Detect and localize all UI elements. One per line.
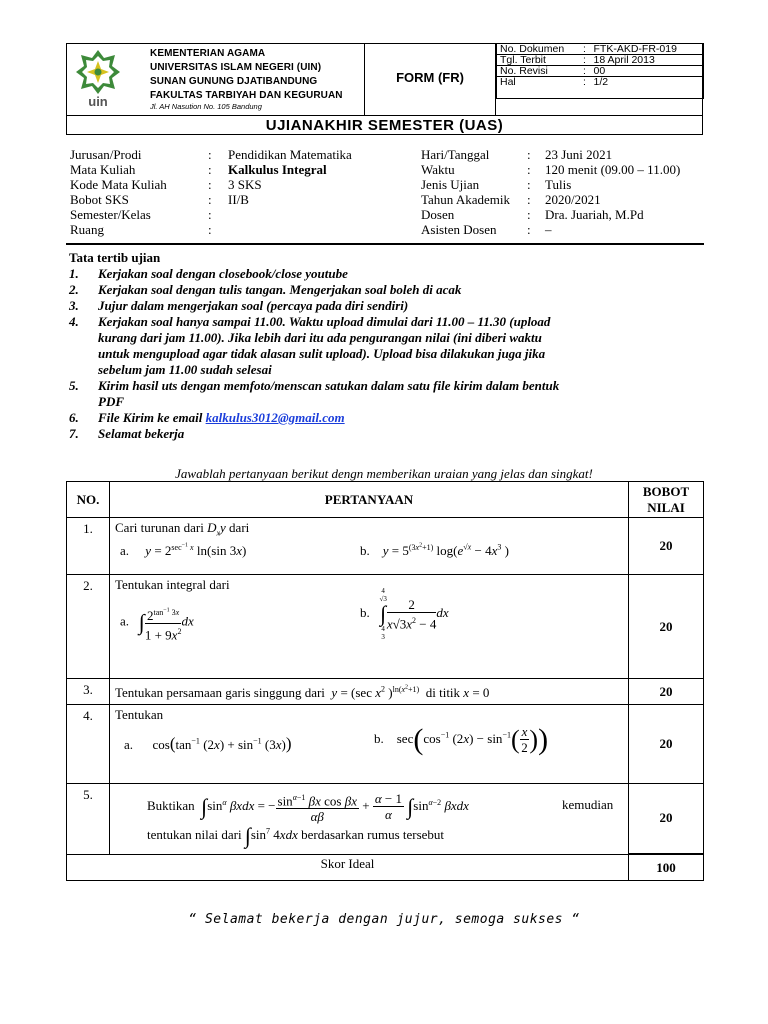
exam-title: UJIANAKHIR SEMESTER (UAS) [265, 117, 504, 134]
info-value: Pendidikan Matematika [228, 147, 352, 162]
doc-info-value: 18 April 2013 [591, 55, 704, 66]
question-weight: 20 [629, 518, 704, 575]
question-weight: 20 [629, 679, 704, 704]
colon: : [208, 207, 212, 222]
question-prompt: Tentukan [115, 706, 164, 722]
question-prompt: Tentukan persamaan garis singgung dari [115, 685, 325, 701]
rule-number: 3. [69, 298, 79, 313]
rule-item [69, 298, 699, 314]
info-key: Jurusan/Prodi [70, 147, 142, 162]
rule-text: File Kirim ke email [98, 410, 206, 425]
info-key: Ruang [70, 222, 104, 237]
formula-4b: b. $\sec(\cos^{-1}$ $(2x) - \sin^{-1}$( $\frac{x}{2}$ )) [374, 722, 549, 756]
rule-text: Selamat bekerja [98, 426, 185, 441]
question-text: tentukan nilai dari [147, 826, 242, 842]
question-weight: 20 [629, 575, 704, 679]
colon: : [527, 207, 531, 222]
question-number: 1. [67, 518, 110, 575]
exam-title-row [66, 115, 703, 135]
info-value: 3 SKS [228, 177, 262, 192]
rule-number: 1. [69, 266, 79, 281]
formula-4a: a. $\cos(\tan^{-1}$ $(2x) + \sin^{-1} (3x)$) [124, 733, 292, 753]
ideal-score-row [67, 854, 704, 880]
question-prompt: Cari turunan dari $D_xy$ dari [115, 520, 250, 539]
document-header [66, 43, 703, 135]
info-right-colons [527, 147, 531, 237]
doc-info-row [497, 77, 704, 99]
col-header-weight [629, 482, 704, 518]
rule-number: 4. [69, 314, 79, 329]
info-value: – [545, 222, 552, 237]
email-link[interactable]: kalkulus3012@gmail.com [205, 410, 345, 425]
doc-info-value: 1/2 [591, 77, 704, 99]
formula-1a: a. $y = 2^{sec^{-1} x}$ ln(sin 3x) [120, 542, 247, 559]
prompt-text: Cari turunan dari [115, 520, 204, 536]
rule-text: untuk mengupload agar tidak alasan sulit upload). Upload bisa dilakukan juga jika [98, 346, 546, 361]
info-key: Semester/Kelas [70, 207, 151, 222]
question-prompt: Buktikan [147, 797, 195, 813]
rule-text: Kerjakan soal dengan closebook/close youtube [98, 266, 348, 281]
question-content [110, 575, 629, 679]
question-weight: 20 [629, 783, 704, 854]
answer-instruction: Jawablah pertanyaan berikut dengn memberikan uraian yang jelas dan singkat! [175, 466, 593, 481]
info-key: Jenis Ujian [421, 177, 480, 192]
rules-title: Tata tertib ujian [69, 250, 161, 265]
question-number: 5. [67, 783, 110, 854]
doc-info-value: FTK-AKD-FR-019 [591, 44, 704, 55]
info-key: Bobot SKS [70, 192, 129, 207]
question-number: 2. [67, 575, 110, 679]
question-prompt: Tentukan integral dari [115, 577, 230, 593]
colon: : [208, 147, 212, 162]
colon: : [527, 162, 531, 177]
info-key: Dosen [421, 207, 455, 222]
formula-2b: b. 4 √3 ∫ 4 3 $\frac{2}{x√3x^2 - 4}$ dx [360, 587, 449, 642]
info-key: Mata Kuliah [70, 162, 136, 177]
rule-number: 6. [69, 410, 79, 425]
formula-3: y = (sec $x^2$ )$^{ln(x^2+1)}$ [331, 684, 420, 701]
info-key: Kode Mata Kuliah [70, 177, 167, 192]
rule-item [69, 266, 699, 282]
org-line: UNIVERSITAS ISLAM NEGERI (UIN) [150, 62, 322, 73]
rule-item [69, 314, 699, 378]
question-content [110, 704, 629, 783]
course-name: Kalkulus Integral [228, 162, 327, 177]
colon: : [208, 222, 212, 237]
table-row [67, 679, 704, 704]
question-content: Tentukan persamaan garis singgung dari y = (sec $x^2$ )$^{ln(x^2+1)}$ di titik x = 0 [110, 679, 629, 704]
table-row [67, 575, 704, 679]
document-info-table [496, 43, 704, 99]
colon: : [527, 177, 531, 192]
info-key: Waktu [421, 162, 455, 177]
question-number: 4. [67, 704, 110, 783]
question-table [66, 481, 704, 881]
rule-text: kurang dari jam 11.00). Jika lebih dari itu ada pengurangan nilai (ini diberi waktu [98, 330, 542, 345]
col-header-no: NO. [67, 482, 110, 518]
colon: : [208, 192, 212, 207]
ideal-score-value: 100 [629, 854, 704, 880]
table-row [67, 518, 704, 575]
rule-text: Jujur dalam mengerjakan soal (percaya pada diri sendiri) [98, 298, 409, 313]
info-value: II/B [228, 192, 249, 207]
formula-1b: b. $y = 5^{(3x^2+1)}$ $\log(e^{√x} - 4x^3$ ) [360, 542, 509, 559]
formula-2a: a. ∫ $\frac{2^{tan^{-1} 3x}}{1 + 9x^2}$ dx [120, 603, 194, 642]
colon: : [527, 192, 531, 207]
doc-info-row [497, 44, 704, 55]
doc-info-sep: : [579, 55, 591, 66]
institution-address: Jl. AH Nasution No. 105 Bandung [150, 102, 262, 111]
rule-text: Kerjakan soal dengan tulis tangan. Mengerjakan soal boleh di acak [98, 282, 462, 297]
doc-info-key: No. Revisi [497, 66, 579, 77]
org-line: KEMENTERIAN AGAMA [150, 48, 266, 59]
question-number: 3. [67, 679, 110, 704]
form-label-cell [364, 44, 496, 115]
colon: : [208, 177, 212, 192]
rule-number: 5. [69, 378, 79, 393]
info-value: 120 menit (09.00 – 11.00) [545, 162, 681, 177]
org-line: FAKULTAS TARBIYAH DAN KEGURUAN [150, 90, 343, 101]
rule-number: 7. [69, 426, 79, 441]
colon: : [208, 162, 212, 177]
question-suffix: di titik [425, 685, 461, 701]
rule-item [69, 426, 699, 442]
doc-info-key: No. Dokumen [497, 44, 579, 55]
uin-logo [73, 48, 123, 110]
org-line: SUNAN GUNUNG DJATIBANDUNG [150, 76, 318, 87]
doc-info-sep: : [579, 77, 591, 99]
formula-5-line2: tentukan nilai dari $\int\sin^7$ 4xdx berdasarkan rumus tersebut [147, 822, 445, 848]
question-content [110, 518, 629, 575]
info-value: Dra. Juariah, M.Pd [545, 207, 644, 222]
info-right-values [545, 147, 680, 237]
doc-info-value: 00 [591, 66, 704, 77]
col-header-question: PERTANYAAN [110, 482, 629, 518]
rule-text: PDF [98, 394, 124, 409]
info-value: Tulis [545, 177, 572, 192]
table-header-row [67, 482, 704, 518]
question-mid-text: kemudian [562, 796, 614, 812]
rule-text: sebelum jam 11.00 sudah selesai [98, 362, 272, 377]
info-left-keys [70, 147, 167, 237]
ideal-score-label: Skor Ideal [67, 854, 629, 880]
doc-info-row [497, 55, 704, 66]
question-weight: 20 [629, 704, 704, 783]
table-row [67, 704, 704, 783]
doc-info-key: Tgl. Terbit [497, 55, 579, 66]
exam-rules [69, 250, 699, 442]
info-key: Hari/Tanggal [421, 147, 490, 162]
doc-info-key: Hal [497, 77, 579, 99]
info-right-keys [421, 147, 510, 237]
rule-item [69, 410, 699, 426]
closing-message: “ Selamat bekerja dengan jujur, semoga sukses “ [188, 912, 580, 927]
logo-text: uin [88, 94, 108, 109]
divider [66, 243, 704, 245]
doc-info-sep: : [579, 66, 591, 77]
info-key: Tahun Akademik [421, 192, 510, 207]
info-value: 23 Juni 2021 [545, 147, 613, 162]
rule-item [69, 282, 699, 298]
info-left-values [228, 147, 352, 207]
formula-5: Buktikan $\int\sin^\alpha$ βxdx = − $\frac{\sin^{\alpha-1} \beta x \cos \beta x}{\alpha\beta}$ + $\frac{\alpha - 1}{\alpha}$ $\int\sin^{\alpha-2}$ βxdx [147, 791, 469, 825]
question-text: berdasarkan rumus tersebut [301, 826, 445, 842]
rule-item [69, 378, 699, 410]
rule-text: Kirim hasil uts dengan memfoto/menscan satukan dalam satu file kirim dalam bentuk [98, 378, 560, 393]
table-row [67, 783, 704, 854]
info-key: Asisten Dosen [421, 222, 497, 237]
rule-number: 2. [69, 282, 79, 297]
info-left-colons [208, 147, 212, 237]
weight-header-line: NILAI [647, 499, 685, 515]
colon: : [527, 222, 531, 237]
colon: : [527, 147, 531, 162]
institution-name [150, 47, 355, 103]
info-value: 2020/2021 [545, 192, 601, 207]
rule-text: Kerjakan soal hanya sampai 11.00. Waktu upload dimulai dari 11.00 – 11.30 (upload [98, 314, 551, 329]
doc-info-row [497, 66, 704, 77]
weight-header-line: BOBOT [642, 483, 690, 499]
doc-info-sep: : [579, 44, 591, 55]
form-label: FORM (FR) [396, 70, 464, 85]
question-content [110, 783, 629, 854]
